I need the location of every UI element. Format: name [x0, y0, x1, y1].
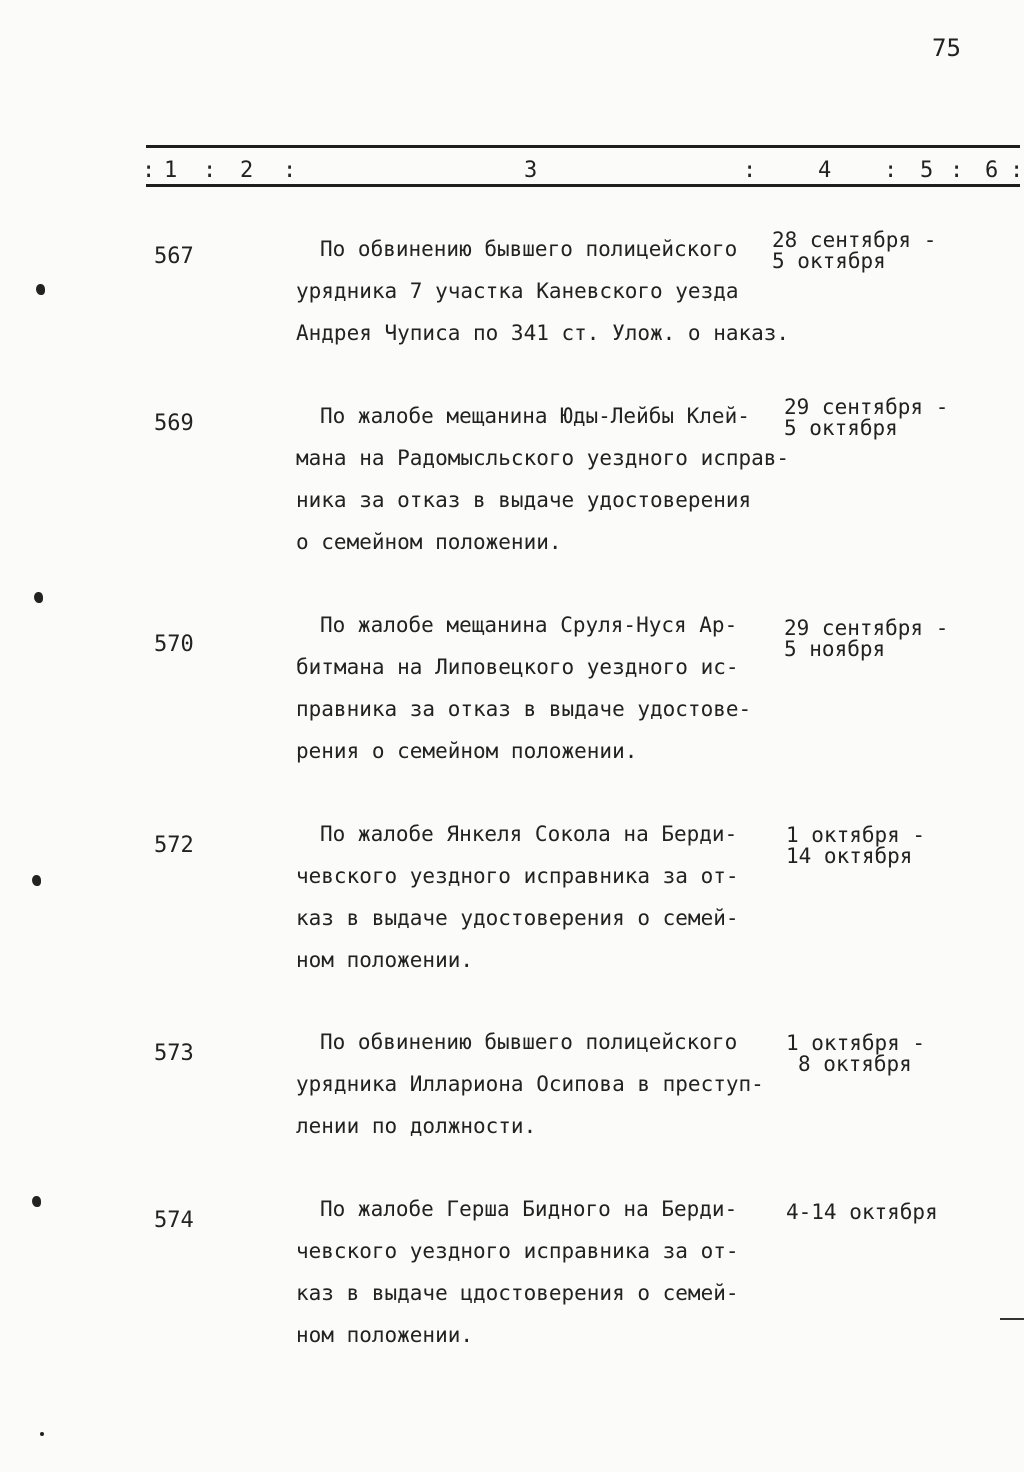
- description-line: урядника 7 участка Каневского уезда: [296, 279, 739, 303]
- date-to: 14 октября: [786, 844, 913, 868]
- column-separator: :: [743, 158, 757, 183]
- description-line: По жалобе Янкеля Сокола на Берди-: [320, 822, 738, 846]
- case-description: [296, 1188, 816, 1356]
- date-from: 28 сентября -: [772, 228, 937, 252]
- date-from: 1 октября -: [786, 1031, 926, 1055]
- binding-hole-mark: [36, 284, 45, 295]
- date-to: 8 октября: [798, 1052, 912, 1076]
- description-line: правника за отказ в выдаче удостове-: [296, 697, 752, 721]
- description-line: каз в выдаче удостоверения о семей-: [296, 906, 739, 930]
- date-from: 29 сентября -: [784, 395, 949, 419]
- case-number: 569: [154, 411, 194, 436]
- case-dates: [772, 230, 936, 272]
- page-number: 75: [932, 34, 961, 62]
- description-line: Андрея Чуписа по 341 ст. Улож. о наказ.: [296, 321, 790, 345]
- column-separator: :: [950, 158, 964, 183]
- column-separator: :: [283, 158, 297, 183]
- binding-hole-mark: [34, 592, 43, 603]
- column-separator: :: [884, 158, 898, 183]
- description-line: мана на Радомысльского уездного исправ-: [296, 446, 790, 470]
- case-description: [296, 228, 816, 354]
- column-separator: :: [203, 158, 217, 183]
- description-line: чевского уездного исправника за от-: [296, 1239, 739, 1263]
- description-line: По жалобе Герша Бидного на Берди-: [320, 1197, 738, 1221]
- description-line: рения о семейном положении.: [296, 739, 638, 763]
- case-number: 574: [154, 1208, 194, 1233]
- case-dates: [786, 1033, 925, 1075]
- description-line: о семейном положении.: [296, 530, 562, 554]
- case-description: [296, 1021, 816, 1147]
- date-from: 4-14 октября: [786, 1200, 938, 1224]
- description-line: ном положении.: [296, 1323, 474, 1347]
- description-line: По жалобе мещанина Сруля-Нуся Ар-: [320, 613, 738, 637]
- date-from: 29 сентября -: [784, 616, 949, 640]
- case-dates: [784, 618, 948, 660]
- description-line: ном положении.: [296, 948, 474, 972]
- description-line: По обвинению бывшего полицейского: [320, 237, 738, 261]
- date-to: 5 октября: [784, 416, 898, 440]
- case-description: [296, 604, 816, 772]
- binding-hole-mark: [32, 1196, 41, 1207]
- description-line: каз в выдаче цдостоверения о семей-: [296, 1281, 739, 1305]
- case-description: [296, 813, 816, 981]
- table-header-bottom-rule: [146, 184, 1020, 187]
- case-number: 570: [154, 632, 194, 657]
- binding-hole-mark: [40, 1432, 44, 1436]
- description-line: урядника Иллариона Осипова в преступ-: [296, 1072, 764, 1096]
- case-description: [296, 395, 816, 563]
- binding-hole-mark: [32, 875, 41, 886]
- case-number: 567: [154, 244, 194, 269]
- column-header-3: 3: [524, 158, 538, 183]
- date-to: 5 ноября: [784, 637, 886, 661]
- description-line: чевского уездного исправника за от-: [296, 864, 739, 888]
- table-header-top-rule: [146, 145, 1020, 148]
- column-header-6: 6: [985, 158, 999, 183]
- column-header-2: 2: [240, 158, 254, 183]
- description-line: битмана на Липовецкого уездного ис-: [296, 655, 739, 679]
- case-dates: [786, 1202, 938, 1223]
- description-line: По жалобе мещанина Юды-Лейбы Клей-: [320, 404, 750, 428]
- column-separator: :: [142, 158, 156, 183]
- margin-mark: [1000, 1318, 1024, 1320]
- case-number: 573: [154, 1041, 194, 1066]
- column-header-4: 4: [818, 158, 832, 183]
- column-separator: :: [1010, 158, 1024, 183]
- column-header-5: 5: [920, 158, 934, 183]
- date-to: 5 октября: [772, 249, 886, 273]
- description-line: ника за отказ в выдаче удостоверения: [296, 488, 752, 512]
- case-dates: [786, 825, 925, 867]
- column-header-1: 1: [164, 158, 178, 183]
- case-dates: [784, 397, 948, 439]
- case-number: 572: [154, 833, 194, 858]
- description-line: По обвинению бывшего полицейского: [320, 1030, 738, 1054]
- date-from: 1 октября -: [786, 823, 926, 847]
- description-line: лении по должности.: [296, 1114, 537, 1138]
